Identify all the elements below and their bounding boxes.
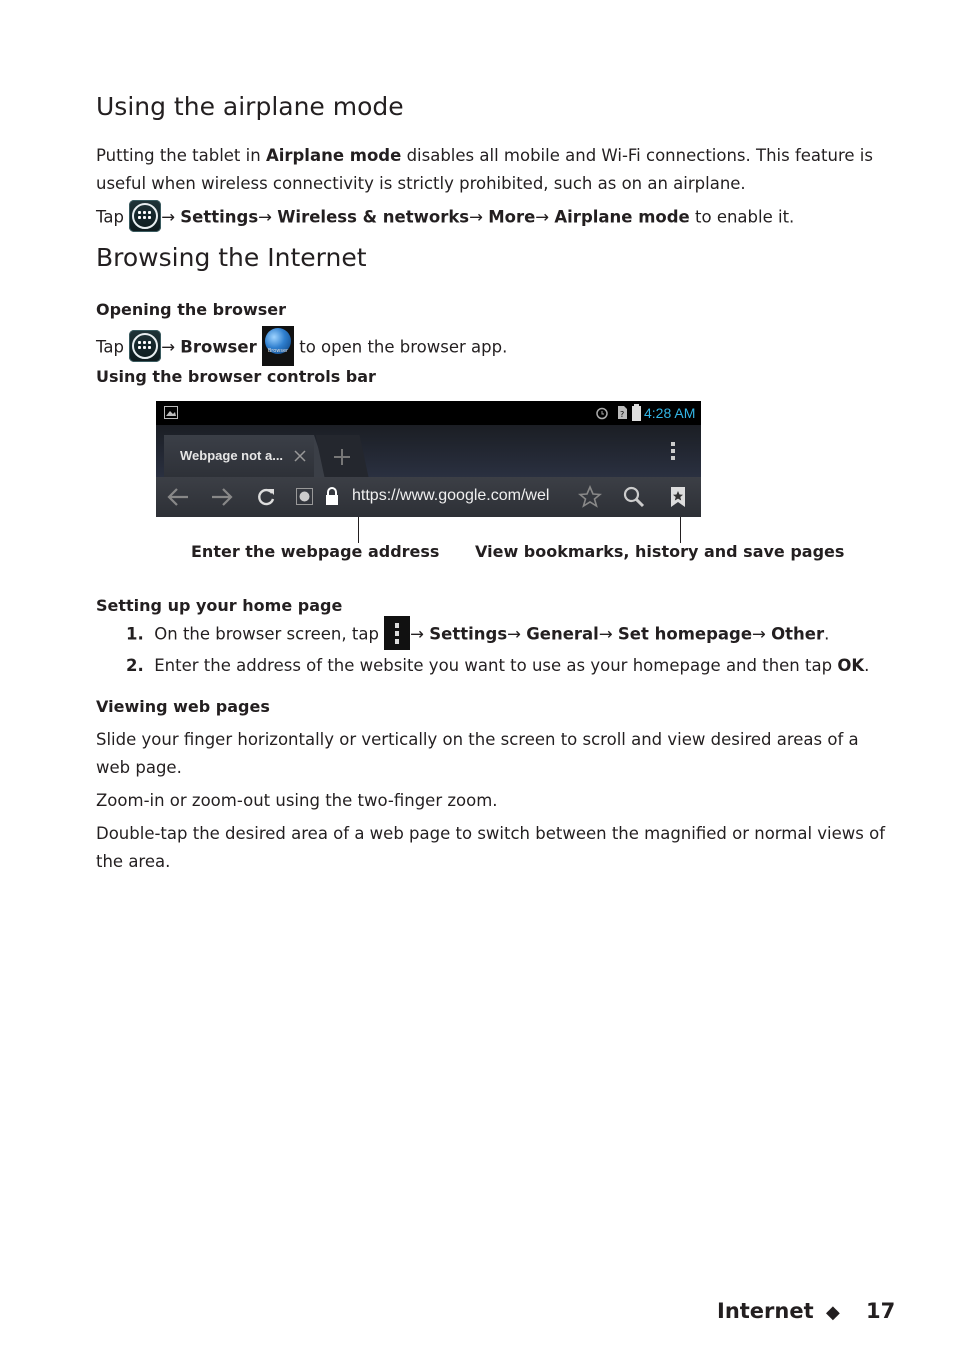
- apps-icon: [129, 200, 161, 232]
- heading-airplane-mode: Using the airplane mode: [96, 92, 404, 121]
- sim-icon: [616, 405, 628, 420]
- airplane-para-post: disables all mobile and Wi-Fi connections. This feature is: [401, 146, 873, 165]
- step-2-number: 2.: [126, 656, 144, 675]
- battery-icon: [632, 404, 641, 421]
- footer-section-name: Internet: [717, 1299, 814, 1323]
- site-favicon-icon: [296, 488, 313, 505]
- homepage-step-1: [126, 618, 829, 652]
- back-arrow-icon[interactable]: [166, 487, 190, 507]
- homepage-title: Setting up your home page: [96, 596, 343, 615]
- tap-label: Tap: [96, 337, 124, 357]
- path-other: Other: [771, 624, 825, 644]
- status-time: 4:28 AM: [644, 405, 696, 421]
- path-airplane-mode: Airplane mode: [554, 207, 690, 227]
- airplane-tail: to enable it.: [689, 207, 795, 227]
- url-bar: [156, 477, 701, 517]
- airplane-paragraph: [96, 142, 873, 170]
- arrow-icon: →: [469, 207, 483, 227]
- path-settings: Settings: [180, 207, 259, 227]
- ok-bold: OK: [837, 656, 865, 675]
- viewing-title: Viewing web pages: [96, 697, 270, 716]
- path-browser: Browser: [180, 337, 257, 357]
- close-tab-icon[interactable]: [294, 450, 306, 462]
- homepage-step-2: [126, 652, 869, 680]
- star-bookmark-icon[interactable]: [578, 485, 602, 509]
- search-icon[interactable]: [623, 486, 645, 508]
- menu-dots-icon: [384, 616, 410, 650]
- viewing-p2: Zoom-in or zoom-out using the two-finger zoom.: [96, 791, 498, 810]
- airplane-paragraph-line2: useful when wireless connectivity is strictly prohibited, such as on an airplane.: [96, 174, 746, 193]
- step-1-text: On the browser screen, tap: [154, 624, 379, 644]
- arrow-icon: →: [752, 624, 766, 644]
- airplane-instruction: [96, 202, 794, 234]
- airplane-mode-bold: Airplane mode: [265, 146, 402, 165]
- opening-tail: to open the browser app.: [299, 337, 508, 357]
- arrow-icon: →: [161, 207, 176, 227]
- arrow-icon: →: [507, 624, 521, 644]
- tab-bar: [156, 425, 701, 477]
- arrow-icon: →: [598, 624, 613, 644]
- step-1-number: 1.: [126, 624, 144, 644]
- path-set-homepage: Set homepage: [617, 624, 753, 644]
- opening-browser-title: Opening the browser: [96, 300, 287, 319]
- step-2-text: Enter the address of the website you want to use as your homepage and then tap: [154, 656, 838, 675]
- arrow-icon: →: [410, 624, 424, 644]
- viewing-p1-line2: web page.: [96, 758, 182, 777]
- opening-browser-instruction: [96, 328, 507, 368]
- step-2-end: .: [864, 656, 870, 675]
- callout-bookmarks-label: View bookmarks, history and save pages: [475, 542, 845, 561]
- viewing-p3-line1: Double-tap the desired area of a web page to switch between the magnified or normal views of: [96, 824, 886, 843]
- url-text: https://www.google.com/wel: [352, 487, 550, 504]
- airplane-para-pre: Putting the tablet in: [96, 146, 266, 165]
- controls-bar-title: Using the browser controls bar: [96, 367, 376, 386]
- forward-arrow-icon[interactable]: [210, 487, 234, 507]
- tab-title: Webpage not a...: [180, 448, 284, 463]
- status-bar: [156, 401, 701, 425]
- callout-address-label: Enter the webpage address: [191, 542, 440, 561]
- footer-page-number: 17: [866, 1299, 896, 1323]
- arrow-icon: →: [535, 207, 550, 227]
- browser-screenshot: [156, 401, 701, 517]
- path-settings: Settings: [429, 624, 508, 644]
- overflow-menu-icon[interactable]: [670, 441, 676, 461]
- arrow-icon: →: [258, 207, 272, 227]
- arrow-icon: →: [161, 337, 176, 357]
- heading-browsing: Browsing the Internet: [96, 243, 367, 272]
- alarm-icon: [595, 406, 609, 420]
- plus-icon[interactable]: [333, 448, 351, 466]
- path-general: General: [526, 624, 599, 644]
- callout-line-address: [358, 517, 359, 543]
- url-input-field[interactable]: [292, 483, 572, 511]
- browser-tab[interactable]: [164, 435, 314, 477]
- callout-line-bookmarks: [680, 517, 681, 543]
- step-1-end: .: [824, 624, 830, 644]
- browser-icon-caption: Browser: [267, 348, 289, 354]
- footer-diamond-icon: ◆: [826, 1302, 840, 1323]
- gallery-icon: [164, 406, 178, 419]
- refresh-icon[interactable]: [256, 487, 276, 507]
- viewing-p1-line1: Slide your finger horizontally or vertically on the screen to scroll and view desired areas of a: [96, 730, 859, 749]
- path-wireless: Wireless & networks: [277, 207, 470, 227]
- lock-icon: [324, 486, 340, 506]
- tap-label: Tap: [96, 207, 124, 227]
- bookmarks-icon[interactable]: [670, 486, 686, 508]
- viewing-p3-line2: the area.: [96, 852, 171, 871]
- apps-icon: [129, 330, 161, 362]
- browser-globe-icon: [262, 326, 294, 366]
- path-more: More: [488, 207, 536, 227]
- svg-text:?: ?: [620, 410, 625, 419]
